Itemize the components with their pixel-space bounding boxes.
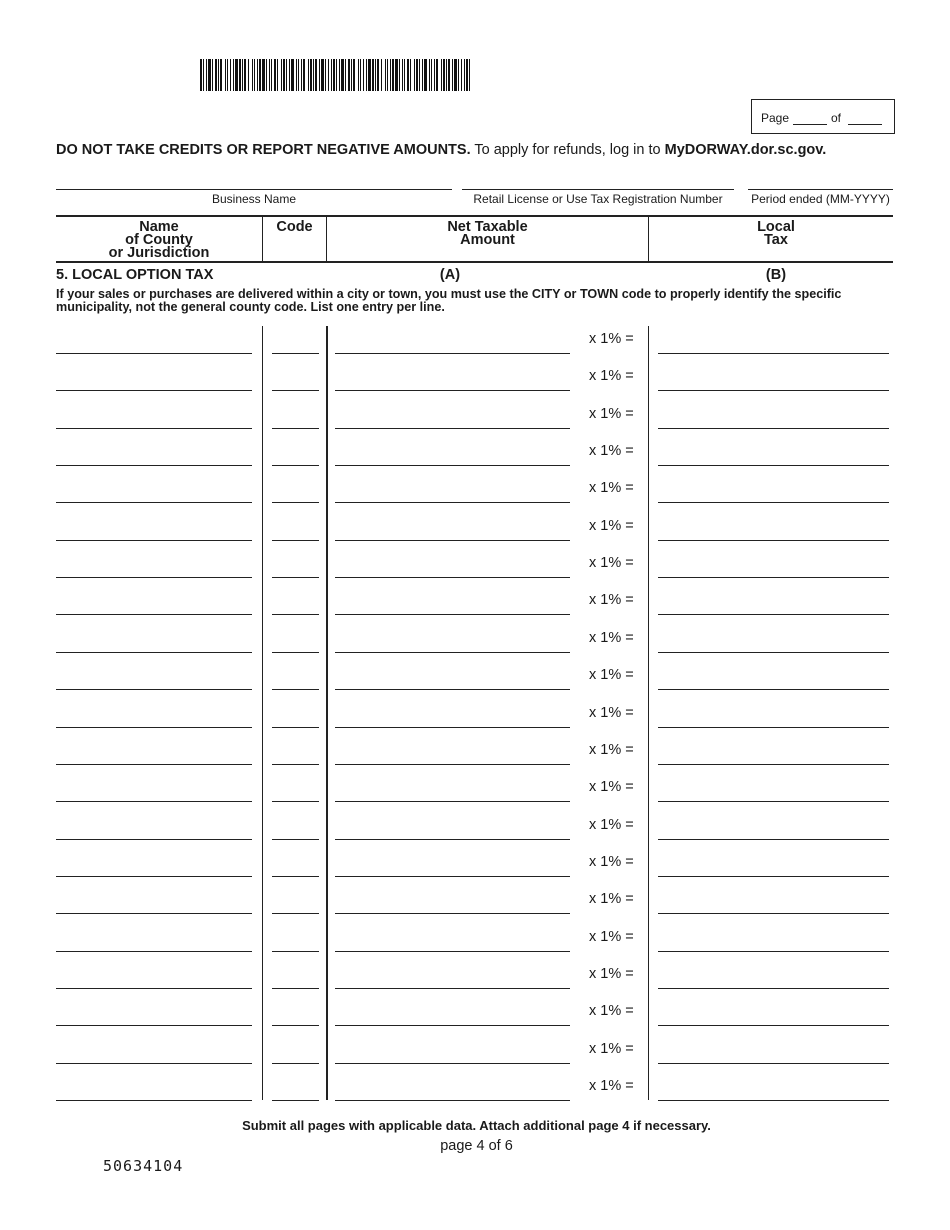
tax-rate-label: x 1% = (589, 480, 634, 497)
barcode-bar (381, 59, 382, 91)
barcode-bar (441, 59, 442, 91)
code-field[interactable] (272, 951, 319, 952)
county-name-field[interactable] (56, 801, 252, 802)
local-tax-field[interactable] (658, 390, 889, 391)
barcode-bar (208, 59, 211, 91)
code-field[interactable] (272, 502, 319, 503)
barcode-bar (402, 59, 403, 91)
barcode-bar (363, 59, 364, 91)
net-taxable-amount-field[interactable] (335, 465, 570, 466)
local-tax-field[interactable] (658, 988, 889, 989)
tax-rate-label: x 1% = (589, 853, 634, 870)
net-taxable-amount-field[interactable] (335, 764, 570, 765)
barcode-bar (404, 59, 405, 91)
barcode-bar (410, 59, 411, 91)
column-b-label: (B) (765, 267, 787, 283)
barcode-bar (321, 59, 324, 91)
barcode-bar (310, 59, 312, 91)
barcode-bar (262, 59, 265, 91)
tax-rate-label: x 1% = (589, 1078, 634, 1094)
barcode-bar (244, 59, 246, 91)
entry-row (0, 625, 950, 662)
entry-row (0, 326, 950, 363)
net-taxable-amount-field[interactable] (335, 502, 570, 503)
entry-row (0, 961, 950, 998)
barcode-bar (458, 59, 459, 91)
barcode-bar (416, 59, 418, 91)
barcode-bar (443, 59, 445, 91)
barcode-bar (252, 59, 253, 91)
code-field[interactable] (272, 465, 319, 466)
barcode-image (200, 59, 470, 91)
column-header-code: Code (276, 219, 313, 235)
code-field[interactable] (272, 1025, 319, 1026)
county-name-field[interactable] (56, 428, 252, 429)
of-label: of (831, 111, 842, 125)
net-taxable-amount-field[interactable] (335, 951, 570, 952)
barcode-bar (308, 59, 309, 91)
barcode-bar (233, 59, 234, 91)
net-taxable-amount-field[interactable] (335, 390, 570, 391)
column-header-local-tax (649, 221, 903, 247)
entry-row (0, 812, 950, 849)
tax-rate-label: x 1% = (589, 965, 634, 982)
license-number-field[interactable] (462, 189, 734, 190)
barcode-bar (333, 59, 335, 91)
barcode-bar (390, 59, 391, 91)
tax-rate-label: x 1% = (589, 704, 634, 721)
entry-row (0, 737, 950, 774)
barcode-bar (218, 59, 219, 91)
barcode-bar (351, 59, 352, 91)
barcode-bar (387, 59, 388, 91)
local-tax-field[interactable] (658, 689, 889, 690)
net-taxable-amount-field[interactable] (335, 801, 570, 802)
code-field[interactable] (272, 577, 319, 578)
entry-row (0, 700, 950, 737)
tax-rate-label: x 1% = (589, 368, 634, 385)
local-tax-field[interactable] (658, 951, 889, 952)
net-taxable-amount-field[interactable] (335, 1100, 570, 1101)
barcode-bar (414, 59, 415, 91)
local-tax-field[interactable] (658, 727, 889, 728)
barcode-bar (358, 59, 359, 91)
county-name-field[interactable] (56, 988, 252, 989)
barcode-bar (239, 59, 241, 91)
barcode-bar (248, 59, 249, 91)
code-field[interactable] (272, 1063, 319, 1064)
column-header-net-line: Amount (460, 232, 515, 248)
county-name-field[interactable] (56, 1025, 252, 1026)
entry-row (0, 662, 950, 699)
barcode-bar (464, 59, 465, 91)
county-name-field[interactable] (56, 652, 252, 653)
entry-row (0, 886, 950, 923)
submit-note: Submit all pages with applicable data. Attach additional page 4 if necessary. (242, 1118, 711, 1133)
barcode-bar (407, 59, 409, 91)
entry-row (0, 438, 950, 475)
tax-rate-label: x 1% = (589, 592, 634, 609)
net-taxable-amount-field[interactable] (335, 727, 570, 728)
barcode-bar (220, 59, 222, 91)
page-number: page 4 of 6 (440, 1138, 513, 1154)
column-a-label: (A) (439, 267, 461, 283)
barcode-bar (269, 59, 270, 91)
barcode-bar (336, 59, 337, 91)
county-name-field[interactable] (56, 390, 252, 391)
tax-rate-label: x 1% = (589, 331, 634, 347)
code-field[interactable] (272, 614, 319, 615)
section-title: 5. LOCAL OPTION TAX (56, 267, 214, 283)
barcode-bar (469, 59, 470, 91)
county-name-field[interactable] (56, 540, 252, 541)
tax-rate-label: x 1% = (589, 779, 634, 796)
form-number: 50634104 (103, 1157, 184, 1175)
column-header-net-line: Net Taxable (447, 219, 528, 235)
business-name-label: Business Name (211, 192, 297, 206)
tax-rate-label: x 1% = (589, 405, 634, 422)
barcode-bar (203, 59, 204, 91)
code-field[interactable] (272, 390, 319, 391)
code-field[interactable] (272, 876, 319, 877)
barcode-bar (446, 59, 447, 91)
license-number-label: Retail License or Use Tax Registration Number (473, 192, 723, 206)
barcode-bar (298, 59, 299, 91)
barcode-bar (215, 59, 217, 91)
barcode-bar (434, 59, 435, 91)
tax-rate-label: x 1% = (589, 1003, 634, 1020)
tax-rate-label: x 1% = (589, 517, 634, 534)
tax-rate-label: x 1% = (589, 667, 634, 684)
tax-rate-label: x 1% = (589, 928, 634, 945)
barcode-bar (368, 59, 371, 91)
barcode-bar (424, 59, 427, 91)
barcode-bar (257, 59, 258, 91)
column-header-name (56, 221, 262, 260)
tax-rate-label: x 1% = (589, 741, 634, 758)
barcode-bar (419, 59, 420, 91)
barcode-bar (313, 59, 314, 91)
county-name-field[interactable] (56, 502, 252, 503)
local-tax-field[interactable] (658, 913, 889, 914)
column-header-tax-line: Tax (764, 232, 788, 248)
tax-rate-label: x 1% = (589, 816, 634, 833)
barcode-bar (452, 59, 453, 91)
net-taxable-amount-field[interactable] (335, 353, 570, 354)
net-taxable-amount-field[interactable] (335, 577, 570, 578)
net-taxable-amount-field[interactable] (335, 428, 570, 429)
barcode-bar (303, 59, 305, 91)
barcode-bar (392, 59, 394, 91)
local-tax-field[interactable] (658, 353, 889, 354)
code-field[interactable] (272, 353, 319, 354)
column-header-net-taxable (327, 221, 648, 247)
code-field[interactable] (272, 540, 319, 541)
barcode-bar (395, 59, 398, 91)
barcode-bar (348, 59, 350, 91)
barcode-bar (372, 59, 374, 91)
business-name-field[interactable] (56, 189, 452, 190)
tax-rate-label: x 1% = (589, 891, 634, 908)
entry-row (0, 475, 950, 512)
barcode-bar (242, 59, 243, 91)
barcode-bar (422, 59, 423, 91)
local-tax-field[interactable] (658, 839, 889, 840)
local-tax-field[interactable] (658, 577, 889, 578)
county-name-field[interactable] (56, 465, 252, 466)
code-field[interactable] (272, 1100, 319, 1101)
barcode-bar (375, 59, 376, 91)
barcode-bar (431, 59, 432, 91)
tax-rate-label: x 1% = (589, 443, 634, 460)
barcode-bar (225, 59, 226, 91)
barcode-bar (296, 59, 297, 91)
barcode-bar (291, 59, 294, 91)
net-taxable-amount-field[interactable] (335, 540, 570, 541)
local-tax-field[interactable] (658, 764, 889, 765)
barcode-bar (399, 59, 400, 91)
tax-rate-label: x 1% = (589, 555, 634, 572)
page-count-box (751, 99, 895, 134)
entry-row (0, 513, 950, 550)
barcode-bar (286, 59, 287, 91)
column-header-name-line: of County (125, 232, 193, 248)
local-tax-field[interactable] (658, 876, 889, 877)
barcode-bar (206, 59, 207, 91)
barcode-bar (277, 59, 278, 91)
code-field[interactable] (272, 801, 319, 802)
tax-rate-label: x 1% = (589, 1040, 634, 1057)
county-name-field[interactable] (56, 876, 252, 877)
county-name-field[interactable] (56, 1063, 252, 1064)
section-instructions: If your sales or purchases are delivered within a city or town, you must use the CITY or TOWN code to properly identify the specific municipality, not the general county code. List one entry per line. (56, 287, 842, 314)
header-bottom-rule (56, 261, 893, 263)
local-tax-field[interactable] (658, 614, 889, 615)
entry-row (0, 587, 950, 624)
code-field[interactable] (272, 727, 319, 728)
county-name-field[interactable] (56, 689, 252, 690)
barcode-bar (341, 59, 344, 91)
barcode-bar (274, 59, 276, 91)
barcode-bar (345, 59, 346, 91)
county-name-field[interactable] (56, 353, 252, 354)
barcode-bar (360, 59, 361, 91)
local-tax-field[interactable] (658, 465, 889, 466)
county-name-field[interactable] (56, 839, 252, 840)
barcode-bar (429, 59, 430, 91)
local-tax-field[interactable] (658, 540, 889, 541)
header-top-rule (56, 215, 893, 217)
barcode-bar (254, 59, 255, 91)
net-taxable-amount-field[interactable] (335, 988, 570, 989)
barcode-bar (377, 59, 379, 91)
barcode-bar (454, 59, 457, 91)
entry-row (0, 363, 950, 400)
local-tax-field[interactable] (658, 1100, 889, 1101)
barcode-bar (353, 59, 355, 91)
code-field[interactable] (272, 689, 319, 690)
notice-bold: DO NOT TAKE CREDITS OR REPORT NEGATIVE AMOUNTS. (56, 142, 471, 158)
entry-row (0, 924, 950, 961)
entry-row (0, 1073, 950, 1110)
barcode-bar (271, 59, 272, 91)
notice-text (56, 142, 896, 158)
net-taxable-amount-field[interactable] (335, 1025, 570, 1026)
net-taxable-amount-field[interactable] (335, 614, 570, 615)
code-field[interactable] (272, 428, 319, 429)
barcode-bar (227, 59, 228, 91)
local-tax-field[interactable] (658, 428, 889, 429)
local-tax-field[interactable] (658, 652, 889, 653)
code-field[interactable] (272, 913, 319, 914)
barcode-bar (283, 59, 285, 91)
county-name-field[interactable] (56, 614, 252, 615)
barcode-bar (230, 59, 231, 91)
barcode-bar (339, 59, 340, 91)
net-taxable-amount-field[interactable] (335, 1063, 570, 1064)
barcode-bar (436, 59, 438, 91)
net-taxable-amount-field[interactable] (335, 839, 570, 840)
county-name-field[interactable] (56, 1100, 252, 1101)
local-tax-field[interactable] (658, 502, 889, 503)
barcode-bar (315, 59, 317, 91)
barcode-bar (385, 59, 386, 91)
local-tax-field[interactable] (658, 801, 889, 802)
entry-row (0, 550, 950, 587)
net-taxable-amount-field[interactable] (335, 652, 570, 653)
county-name-field[interactable] (56, 913, 252, 914)
page-number-field[interactable] (793, 124, 827, 125)
column-header-tax-line: Local (757, 219, 795, 235)
column-header-name-line: or Jurisdiction (108, 245, 210, 261)
entry-row (0, 774, 950, 811)
barcode-bar (289, 59, 290, 91)
barcode-bar (331, 59, 332, 91)
barcode-bar (448, 59, 450, 91)
barcode-bar (266, 59, 267, 91)
barcode-bar (301, 59, 302, 91)
county-name-field[interactable] (56, 727, 252, 728)
county-name-field[interactable] (56, 764, 252, 765)
barcode-bar (281, 59, 282, 91)
barcode-bar (319, 59, 320, 91)
column-header-name-line: Name (139, 219, 179, 235)
code-field[interactable] (272, 764, 319, 765)
barcode-bar (200, 59, 202, 91)
entry-row (0, 849, 950, 886)
entry-row (0, 401, 950, 438)
code-field[interactable] (272, 839, 319, 840)
county-name-field[interactable] (56, 577, 252, 578)
entry-row (0, 998, 950, 1035)
barcode-bar (328, 59, 329, 91)
barcode-bar (366, 59, 367, 91)
barcode-bar (212, 59, 213, 91)
notice-plain: To apply for refunds, log in to (470, 142, 665, 158)
period-ended-label: Period ended (MM-YYYY) (751, 192, 890, 206)
county-name-field[interactable] (56, 951, 252, 952)
barcode-bar (259, 59, 261, 91)
barcode-bar (461, 59, 462, 91)
net-taxable-amount-field[interactable] (335, 913, 570, 914)
net-taxable-amount-field[interactable] (335, 689, 570, 690)
net-taxable-amount-field[interactable] (335, 876, 570, 877)
mydorway-link[interactable]: MyDORWAY.dor.sc.gov. (664, 142, 827, 158)
barcode-bar (466, 59, 468, 91)
period-ended-field[interactable] (748, 189, 893, 190)
code-field[interactable] (272, 652, 319, 653)
local-tax-field[interactable] (658, 1063, 889, 1064)
tax-rate-label: x 1% = (589, 629, 634, 646)
barcode-bar (235, 59, 238, 91)
code-field[interactable] (272, 988, 319, 989)
page-label: Page (761, 111, 790, 125)
barcode-bar (325, 59, 326, 91)
local-tax-field[interactable] (658, 1025, 889, 1026)
entry-row (0, 1036, 950, 1073)
page-total-field[interactable] (848, 124, 882, 125)
